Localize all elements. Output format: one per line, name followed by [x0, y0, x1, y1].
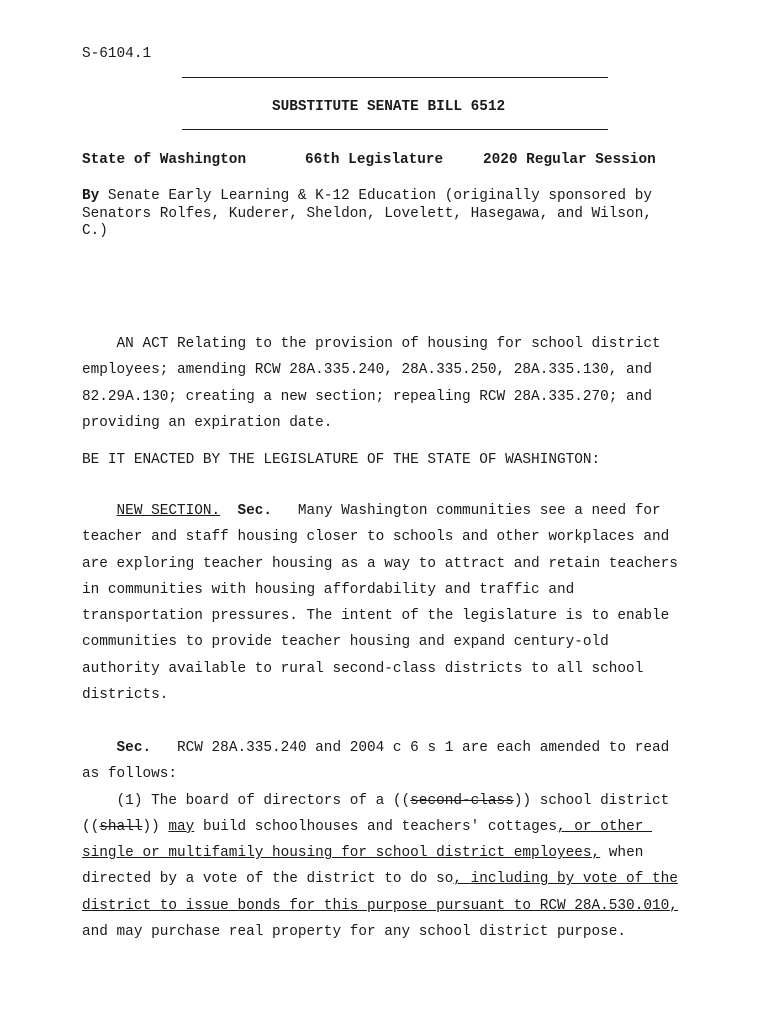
section-line: build schoolhouses and teachers' cottages	[194, 818, 558, 835]
sponsors-block	[82, 188, 652, 241]
inserted-text: , including by vote of the	[453, 871, 678, 888]
session-label: 2020 Regular Session	[483, 152, 656, 168]
section-line: RCW 28A.335.240 and 2004 c 6 s 1 are each amended to read	[151, 740, 670, 756]
enacting-clause: BE IT ENACTED BY THE LEGISLATURE OF THE STATE OF WASHINGTON:	[82, 452, 601, 468]
section-line: communities to provide teacher housing and expand century-old	[82, 634, 609, 651]
section-line: in communities with housing affordability and traffic and	[82, 581, 575, 598]
act-line: employees; amending RCW 28A.335.240, 28A.335.250, 28A.335.130, and	[82, 362, 652, 379]
sponsors-line-2: Senators Rolfes, Kuderer, Sheldon, Lovelett, Hasegawa, and Wilson,	[82, 205, 652, 222]
section-line: (1) The board of directors of a ((	[82, 792, 411, 809]
section-line: ((	[82, 818, 100, 835]
section-line: when	[600, 845, 644, 862]
inserted-text: district to issue bonds for this purpose pursuant to RCW 28A.530.010,	[82, 897, 678, 914]
legislature-label: 66th Legislature	[305, 152, 444, 168]
sec-label: Sec.	[116, 740, 152, 756]
bill-code: S-6104.1	[82, 46, 152, 62]
act-line: 82.29A.130; creating a new section; repealing RCW 28A.335.270; and	[82, 388, 652, 405]
sponsors-line-3: C.)	[82, 223, 108, 240]
section-line: districts.	[82, 687, 169, 704]
act-title	[82, 331, 722, 436]
section-line: )) school district	[513, 792, 670, 809]
inserted-text: single or multifamily housing for school district employees,	[82, 845, 601, 862]
section-1	[82, 498, 722, 708]
section-line: teacher and staff housing closer to schools and other workplaces and	[82, 529, 670, 546]
bill-title: SUBSTITUTE SENATE BILL 6512	[272, 99, 506, 115]
sponsors-line-1: Senate Early Learning & K-12 Education (originally sponsored by	[99, 188, 652, 204]
act-line: AN ACT Relating to the provision of housing for school district	[82, 336, 661, 352]
struck-text: second-class	[410, 792, 514, 809]
section-line: transportation pressures. The intent of the legislature is to enable	[82, 608, 670, 625]
inserted-text: , or other	[557, 818, 653, 835]
title-rule-bottom	[182, 129, 608, 130]
state-label: State of Washington	[82, 152, 247, 168]
new-section-label: NEW SECTION.	[116, 503, 221, 519]
section-line: as follows:	[82, 766, 177, 783]
section-line: and may purchase real property for any school district purpose.	[82, 924, 627, 941]
section-line: authority available to rural second-class districts to all school	[82, 660, 644, 677]
section-line: are exploring teacher housing as a way to attract and retain teachers	[82, 555, 678, 572]
section-line: Many Washington communities see a need for	[272, 503, 661, 519]
sec-label: Sec.	[237, 503, 273, 519]
act-line: providing an expiration date.	[82, 414, 333, 431]
inserted-text: may	[168, 818, 195, 835]
by-label: By	[82, 188, 100, 204]
struck-text: shall	[99, 818, 143, 835]
title-rule-top	[182, 77, 608, 78]
section-line: ))	[142, 818, 169, 835]
section-2	[82, 735, 722, 945]
section-line: directed by a vote of the district to do so	[82, 871, 454, 888]
